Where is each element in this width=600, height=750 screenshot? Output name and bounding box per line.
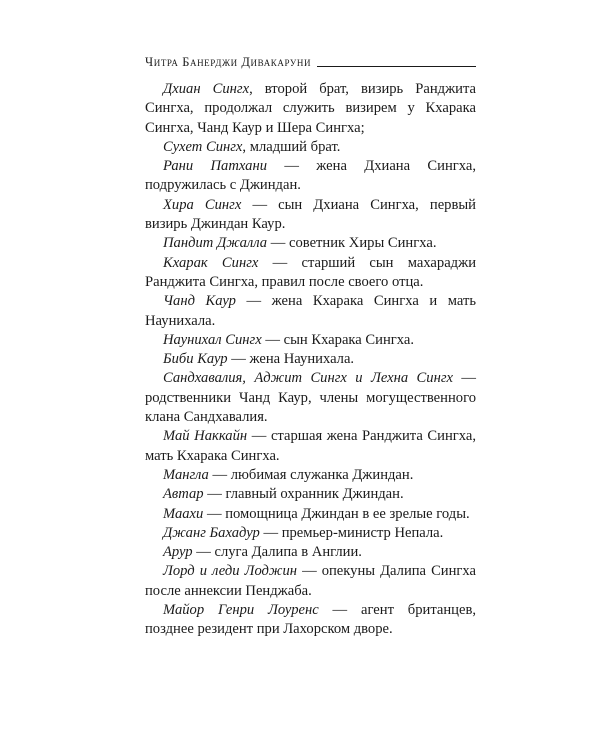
character-description: — старший сын махараджи Ранджита Сингха, правил после своего отца. <box>145 254 476 290</box>
character-description: , младший брат. <box>242 138 341 155</box>
character-name: Маахи <box>163 505 204 522</box>
character-description: — сын Кхарака Сингха. <box>261 331 414 348</box>
character-entry <box>145 254 476 293</box>
character-name: Автар <box>163 486 204 503</box>
character-entry <box>145 427 476 466</box>
character-name: Май Наккайн <box>163 428 248 445</box>
character-description: — слуга Далипа в Англии. <box>192 544 362 561</box>
character-name: Кхарак Сингх <box>163 254 259 271</box>
character-entry <box>145 562 476 601</box>
character-name: Биби Каур <box>163 351 228 368</box>
character-name: Пандит Джалла <box>163 235 268 252</box>
character-list <box>145 80 476 640</box>
character-name: Джанг Бахадур <box>163 524 260 541</box>
character-name: Арур <box>163 544 193 561</box>
running-header <box>145 55 476 70</box>
character-description: — любимая служанка Джиндан. <box>208 466 414 483</box>
character-entry <box>145 234 476 253</box>
character-description: — советник Хиры Сингха. <box>267 235 437 252</box>
character-description: — жена Наунихала. <box>227 351 355 368</box>
character-entry <box>145 157 476 196</box>
character-description: — родственники Чанд Каур, члены могущественного клана Сандхавалия. <box>145 370 476 426</box>
character-description: — сын Дхиана Сингха, первый визирь Джиндан Каур. <box>145 196 476 233</box>
character-description: , второй брат, визирь Ранджита Сингха, продолжал служить визирем у Кхарака Сингха, Чанд Каур и Шера Сингха; <box>145 81 477 136</box>
character-entry <box>145 543 476 562</box>
character-description: — старшая жена Ранджита Сингха, мать Кхарака Сингха. <box>145 428 476 464</box>
character-name: Мангла <box>163 466 209 483</box>
character-name: Лорд и леди Лоджин <box>163 563 298 580</box>
character-entry <box>145 369 476 427</box>
character-entry <box>145 331 476 350</box>
character-name: Дхиан Сингх <box>163 81 250 97</box>
character-entry <box>145 485 476 504</box>
character-entry <box>145 350 476 369</box>
character-name: Сандхавалия, Аджит Сингх и Лехна Сингх <box>163 370 453 387</box>
character-entry <box>145 196 476 235</box>
character-entry <box>145 466 476 485</box>
character-description: — жена Кхарака Сингха и мать Наунихала. <box>145 293 477 329</box>
character-description: — жена Дхиана Сингха, подружилась с Джиндан. <box>145 158 476 194</box>
character-name: Рани Патхани <box>163 158 268 175</box>
character-description: — главный охранник Джиндан. <box>203 486 404 503</box>
character-entry <box>145 292 476 331</box>
character-description: — премьер-министр Непала. <box>259 524 444 541</box>
character-entry <box>145 138 476 157</box>
character-entry <box>145 601 476 640</box>
character-entry <box>145 80 476 138</box>
character-entry <box>145 524 476 543</box>
character-name: Майор Генри Лоуренс <box>163 602 319 619</box>
character-name: Чанд Каур <box>163 293 236 310</box>
character-name: Наунихал Сингх <box>163 331 262 348</box>
character-description: — опекуны Далипа Сингха после аннексии Пенджаба. <box>145 563 476 599</box>
character-description: — помощница Джиндан в ее зрелые годы. <box>203 505 470 522</box>
character-name: Сухет Сингх <box>163 138 243 155</box>
character-name: Хира Сингх <box>163 196 242 213</box>
header-rule <box>317 66 476 67</box>
running-header-title: Читра Банерджи Дивакаруни <box>145 55 312 69</box>
character-description: — агент британцев, позднее резидент при Лахорском дворе. <box>145 602 476 638</box>
character-entry <box>145 505 476 524</box>
